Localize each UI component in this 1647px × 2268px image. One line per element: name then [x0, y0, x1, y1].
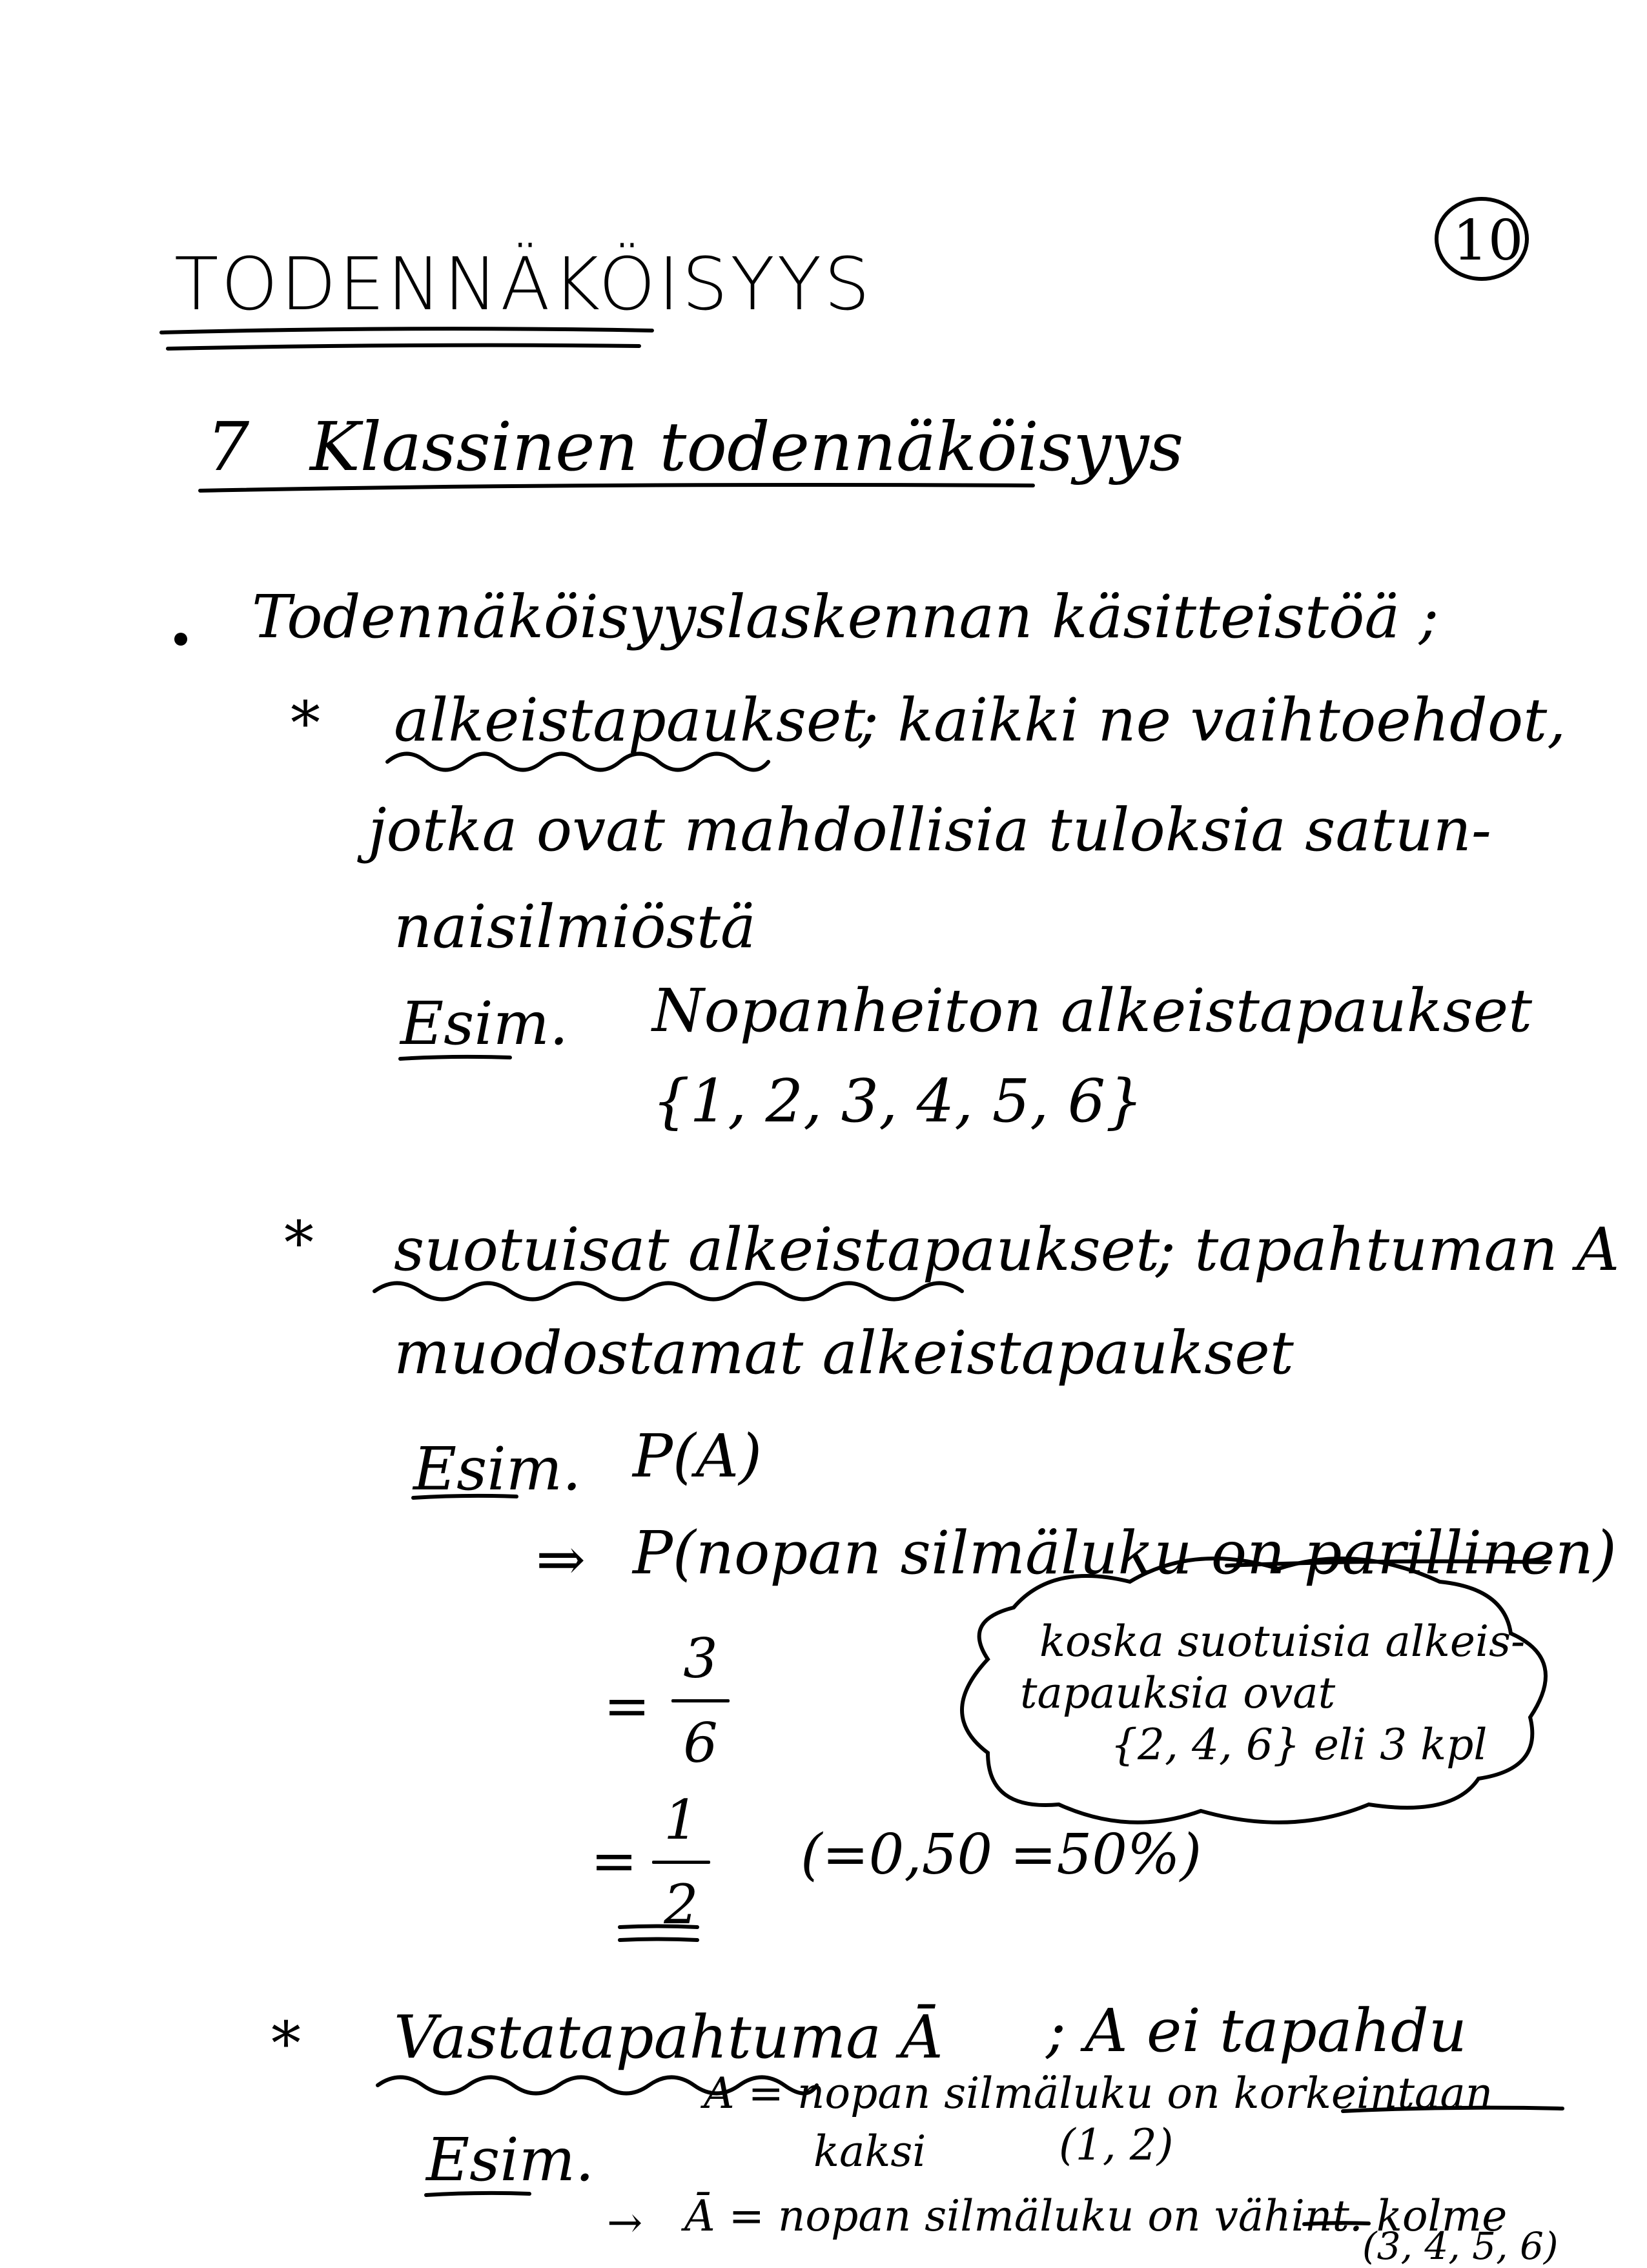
fraction1-denominator: 6: [683, 1711, 718, 1775]
fraction2-equals: =: [591, 1829, 638, 1894]
item1-example-label: Esim.: [400, 989, 569, 1058]
item3-term: Vastatapahtuma Ā: [394, 2003, 943, 2072]
title-underline-2: [168, 345, 639, 349]
item1-term: alkeistapaukset: [394, 686, 866, 755]
item1-example-line1: Nopanheiton alkeistapaukset: [652, 976, 1533, 1045]
item3-arrow: →: [607, 2198, 643, 2247]
intro-line: Todennäköisyyslaskennan käsitteistöä ;: [252, 582, 1439, 651]
item1-definition-line1: ; kaikki ne vaihtoehdot,: [859, 686, 1566, 755]
item3-asterisk: *: [271, 2009, 301, 2078]
item2-example-label: Esim.: [413, 1435, 582, 1504]
item3-definition-line1: ; A ei tapahdu: [1046, 1996, 1467, 2065]
percent-note: (=0,50 =50%): [801, 1823, 1202, 1887]
item2-example-line2: P(nopan silmäluku on parillinen): [633, 1518, 1617, 1588]
term2-wavy-underline: [374, 1283, 962, 1300]
cloud-note-line1: koska suotuisia alkeis-: [1039, 1617, 1526, 1666]
item3-example-line5: (3, 4, 5, 6): [1362, 2224, 1559, 2268]
item3-example-line1: A = nopan silmäluku on korkeintaan: [704, 2069, 1493, 2118]
item3-example-line4: Ā = nopan silmäluku on vähint. kolme: [684, 2191, 1508, 2241]
section-number: 7: [207, 407, 250, 486]
item3-example-label: Esim.: [426, 2125, 595, 2194]
fraction1-numerator: 3: [683, 1627, 718, 1690]
item3-example-line2: kaksi: [813, 2127, 926, 2176]
answer-underline-2: [620, 1939, 697, 1941]
item2-definition-line1: ; tapahtuman A: [1156, 1215, 1620, 1284]
item1-definition-line3: naisilmiöstä: [394, 892, 756, 961]
fraction2-denominator: 2: [664, 1873, 699, 1936]
cloud-note-line3: {2, 4, 6} eli 3 kpl: [1110, 1720, 1488, 1770]
fraction1: [671, 1627, 730, 1775]
item2-definition-line2: muodostamat alkeistapaukset: [394, 1318, 1294, 1387]
item3-example-line3: (1, 2): [1059, 2120, 1174, 2170]
page-title: TODENNÄKÖISYYS: [174, 243, 873, 327]
item2-example-line1: P(A): [633, 1422, 762, 1491]
section-title: Klassinen todennäköisyys: [310, 407, 1184, 486]
fraction1-bar: [671, 1699, 730, 1702]
fraction2: [652, 1788, 710, 1936]
item1-asterisk: *: [291, 689, 320, 758]
title-underline-1: [161, 329, 652, 332]
cloud-note-line2: tapauksia ovat: [1020, 1668, 1336, 1718]
item2-asterisk: *: [284, 1209, 314, 1278]
fraction2-bar: [652, 1861, 710, 1864]
page-number: 10: [1453, 209, 1524, 273]
item1-example-line2: {1, 2, 3, 4, 5, 6}: [652, 1067, 1143, 1136]
term1-wavy-underline: [387, 754, 768, 770]
item2-arrow: ⇒: [536, 1525, 586, 1594]
bullet-dot: [174, 633, 187, 646]
item1-definition-line2: jotka ovat mahdollisia tuloksia satun-: [368, 795, 1491, 864]
fraction1-equals: =: [604, 1674, 651, 1739]
item2-term: suotuisat alkeistapaukset: [394, 1215, 1160, 1284]
fraction2-numerator: 1: [664, 1788, 699, 1852]
